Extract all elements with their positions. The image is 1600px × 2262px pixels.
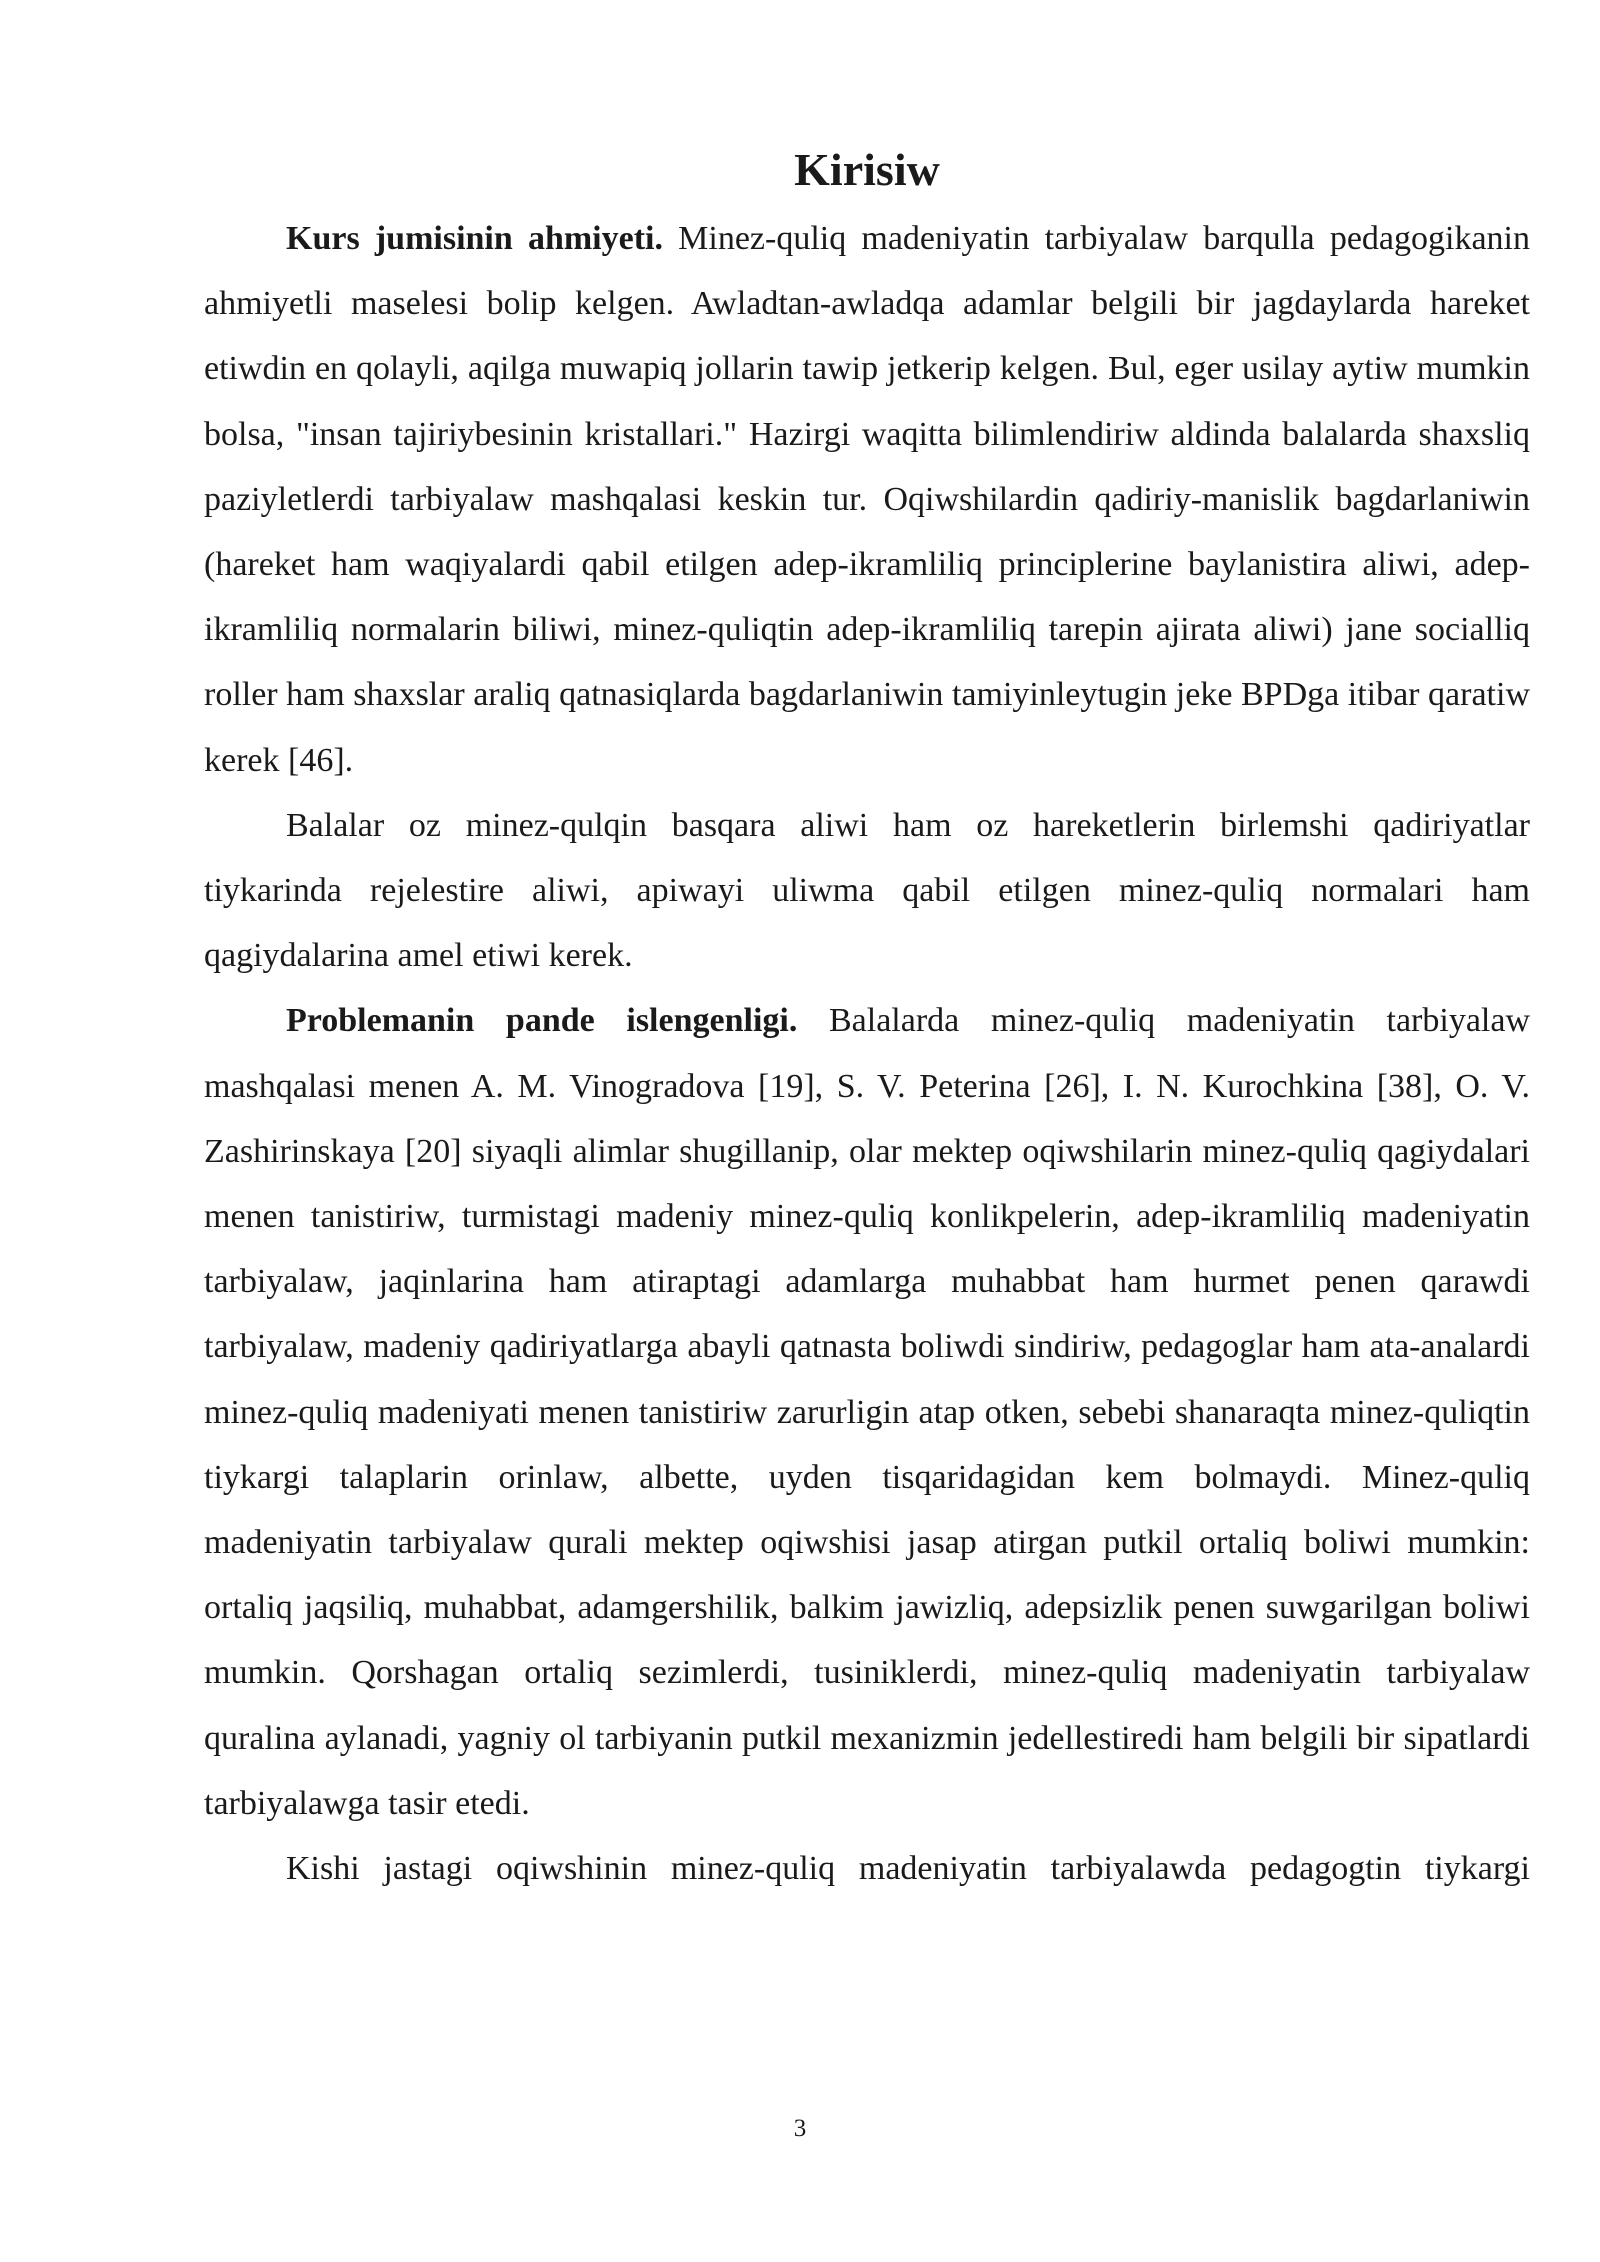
paragraph-text-relevance: Minez-quliq madeniyatin tarbiyalaw barqulla pedagogikanin ahmiyetli maselesi bolip kelgen. Awladtan-awladqa adamlar belgili bir jagdaylarda hareket etiwdin en qolayli, aqilga muwapiq jollarin tawip jetkerip kelgen. Bul, eger usilay aytiw mumkin bolsa, "insan tajiriybesinin kristallari." Hazirgi waqitta bilimlendiriw aldinda balalarda shaxsliq paziyletlerdi tarbiyalaw mashqalasi keskin tur. Oqiwshilardin qadiriy-manislik bagdarlaniwin (hareket ham waqiyalardi qabil etilgen adep-ikramliliq principlerine baylanistira aliwi, adep-ikramliliq normalarin biliwi, minez-quliqtin adep-ikramliliq tarepin ajirata aliwi) jane socialliq roller ham shaxslar araliq qatnasiqlarda bagdarlaniwin tamiyinleytugin jeke BPDga itibar qaratiw kerek [46]. <box>204 220 1530 779</box>
paragraph-relevance <box>204 206 1530 793</box>
paragraph-text-problem-study: Balalarda minez-quliq madeniyatin tarbiyalaw mashqalasi menen A. M. Vinogradova [19], S. V. Peterina [26], I. N. Kurochkina [38], O. V. Zashirinskaya [20] siyaqli alimlar shugillanip, olar mektep oqiwshilarin minez-quliq qagiydalari menen tanistiriw, turmistagi madeniy minez-quliq konlikpelerin, adep-ikramliliq madeniyatin tarbiyalaw, jaqinlarina ham atiraptagi adamlarga muhabbat ham hurmet penen qarawdi tarbiyalaw, madeniy qadiriyatlarga abayli qatnasta boliwdi sindiriw, pedagoglar ham ata-analardi minez-quliq madeniyati menen tanistiriw zarurligin atap otken, sebebi shanaraqta minez-quliqtin tiykargi talaplarin orinlaw, albette, uyden tisqaridagidan kem bolmaydi. Minez-quliq madeniyatin tarbiyalaw qurali mektep oqiwshisi jasap atirgan putkil ortaliq boliwi mumkin: ortaliq jaqsiliq, muhabbat, adamgershilik, balkim jawizliq, adepsizlik penen suwgarilgan boliwi mumkin. Qorshagan ortaliq sezimlerdi, tusiniklerdi, minez-quliq madeniyatin tarbiyalaw quralina aylanadi, yagniy ol tarbiyanin putkil mexanizmin jedellestiredi ham belgili bir sipatlardi tarbiyalawga tasir etedi. <box>204 1002 1530 1822</box>
paragraph-text-continuation: Kishi jastagi oqiwshinin minez-quliq madeniyatin tarbiyalawda pedagogtin tiykargi <box>286 1850 1530 1888</box>
paragraph-heading-problem-study: Problemanin pande islengenligi. <box>286 1002 798 1040</box>
paragraph-continuation <box>204 1836 1530 1901</box>
paragraph-heading-relevance: Kurs jumisinin ahmiyeti. <box>286 220 663 257</box>
paragraph-children-behavior <box>204 793 1530 989</box>
paragraph-text-children-behavior: Balalar oz minez-qulqin basqara aliwi ham oz hareketlerin birlemshi qadiriyatlar tiykarinda rejelestire aliwi, apiwayi uliwma qabil etilgen minez-quliq normalari ham qagiydalarina amel etiwi kerek. <box>204 806 1530 975</box>
paragraph-problem-study <box>204 988 1530 1836</box>
page-number: 3 <box>793 2115 807 2142</box>
document-page <box>204 140 1530 1901</box>
document-title: Kirisiw <box>794 144 940 195</box>
